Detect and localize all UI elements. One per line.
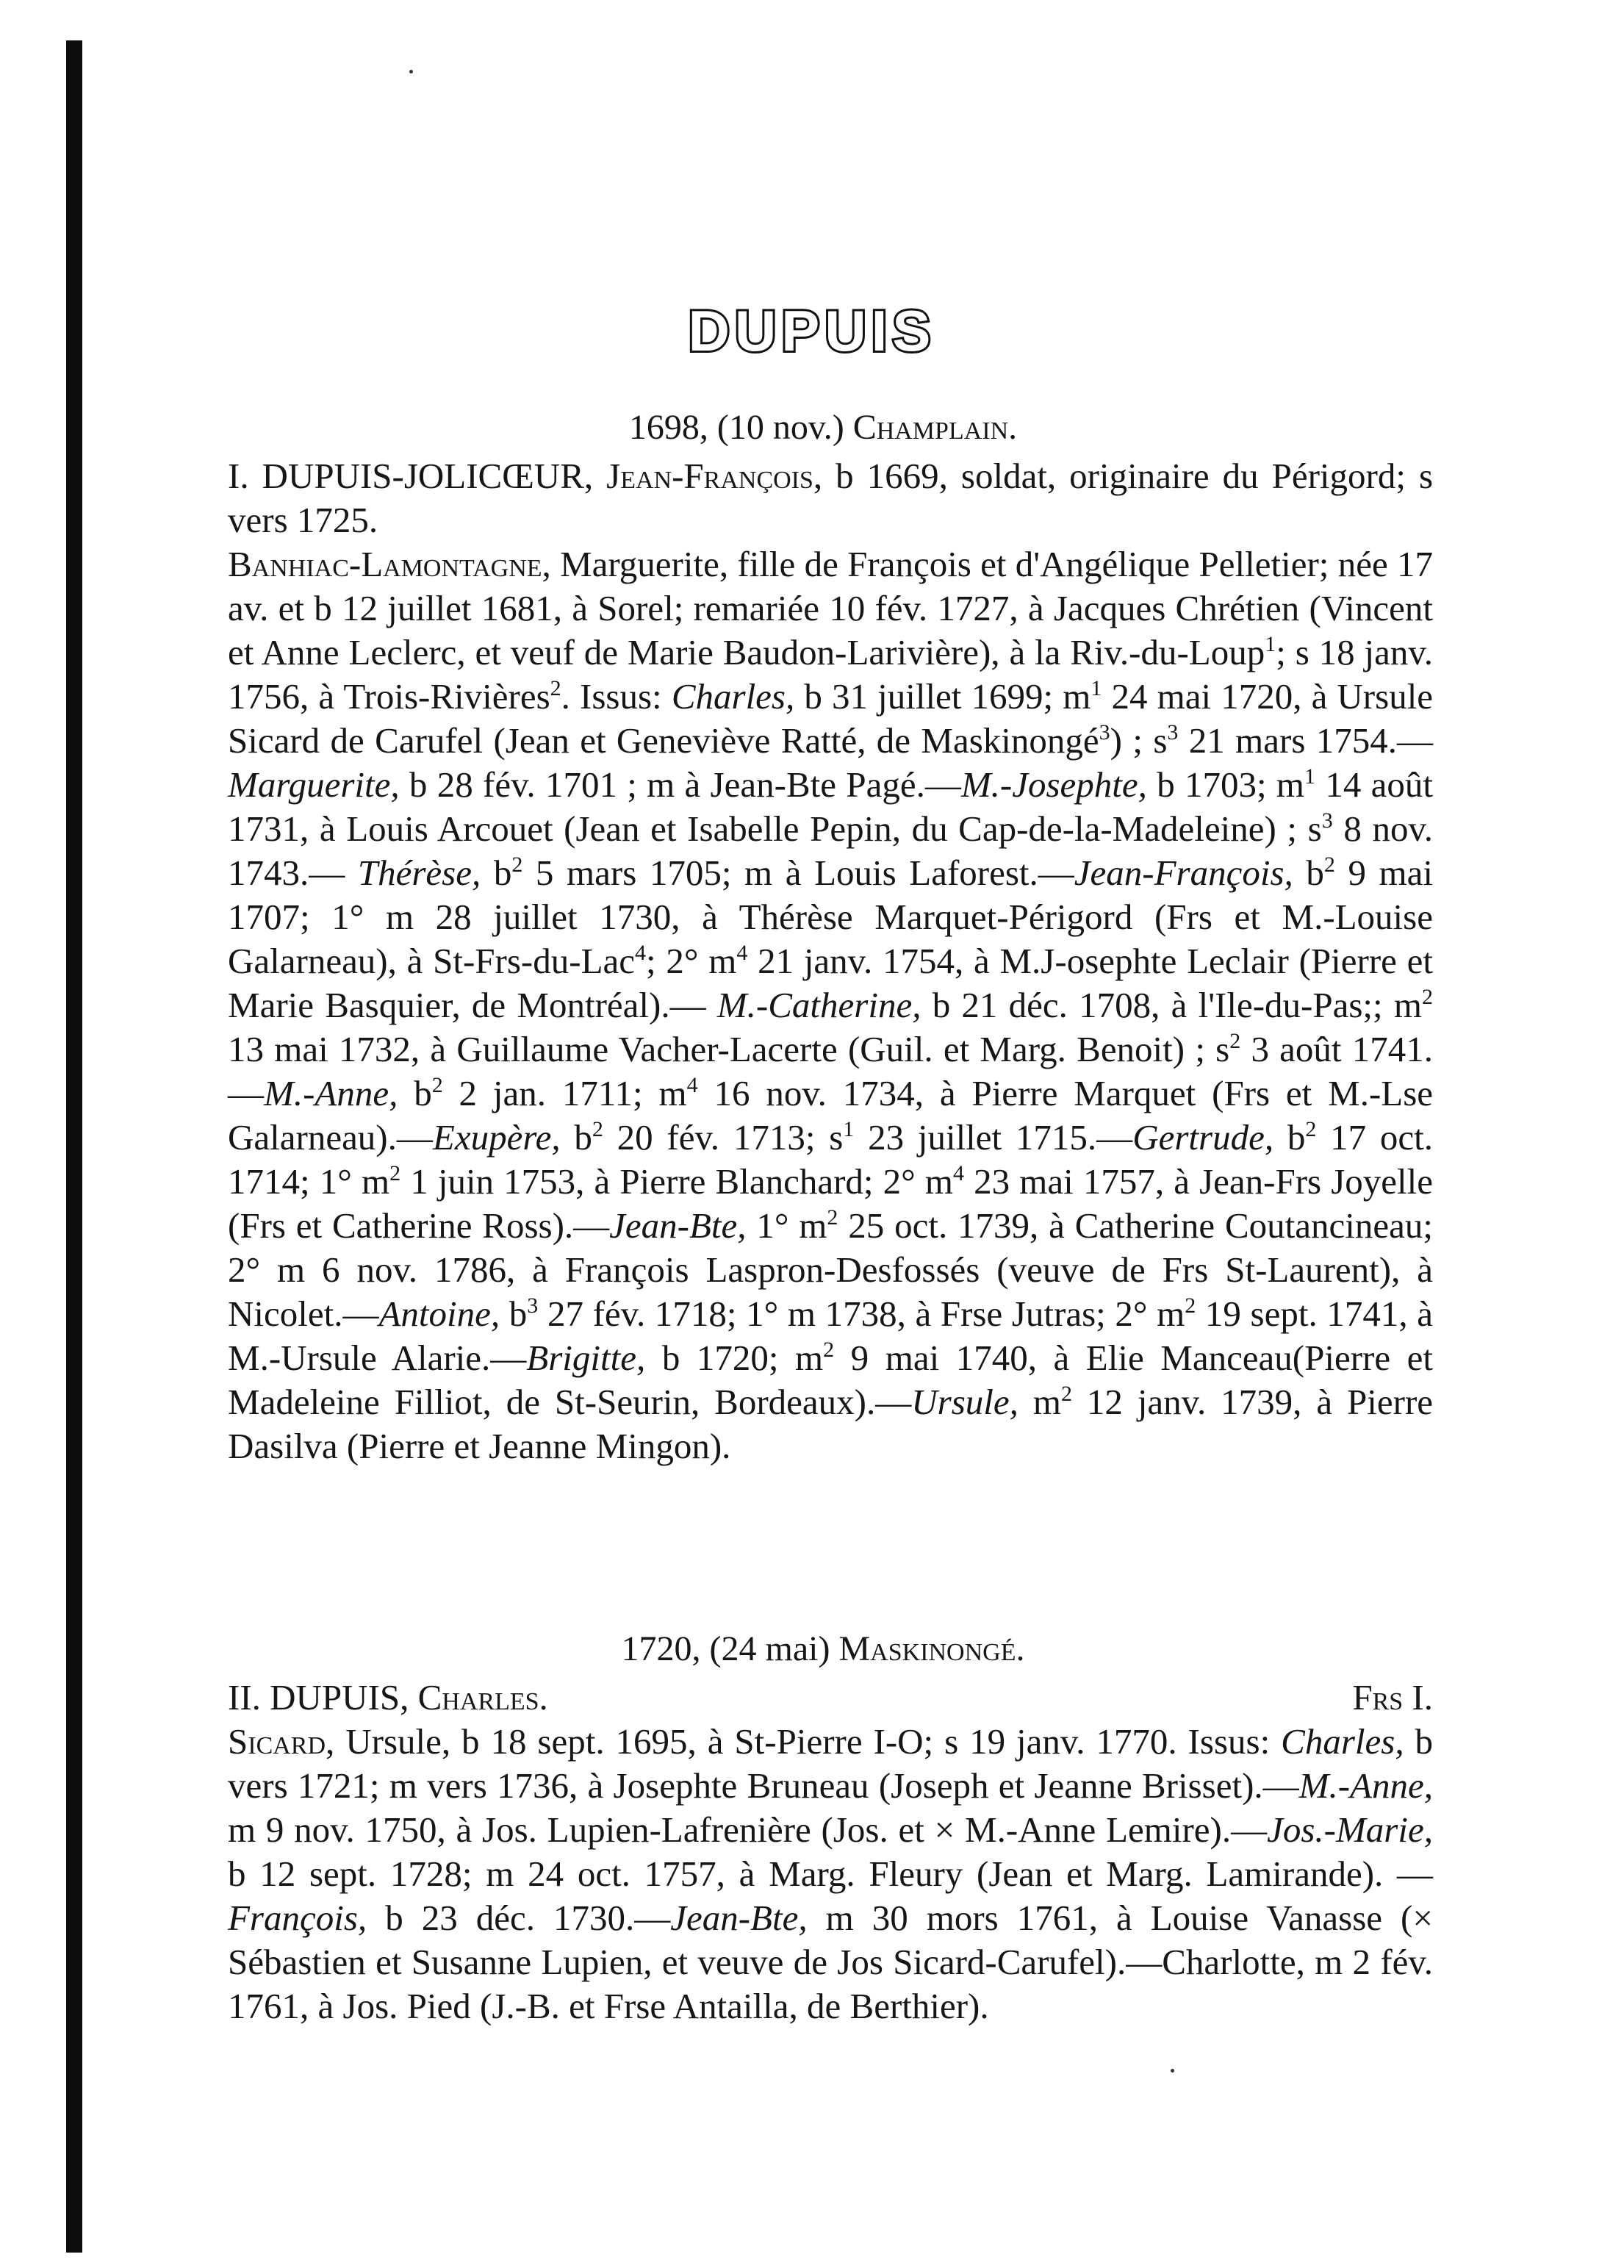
spouse-name: Sicard, <box>228 1721 335 1762</box>
child-name: Brigitte, <box>526 1338 646 1378</box>
child-name: Charles, <box>671 676 795 717</box>
spouse-name: Banhiac-Lamontagne, <box>228 544 551 584</box>
head-name: Jean-François, <box>606 456 823 496</box>
child-name: M.-Anne, <box>1298 1765 1433 1806</box>
child-name: Ursule, <box>911 1382 1018 1422</box>
entry-heading-ii <box>228 1676 1433 1720</box>
print-speck <box>1171 2069 1174 2073</box>
page-spine-shadow <box>66 40 82 2253</box>
page-title: DUPUIS <box>688 298 936 363</box>
child-name: Marguerite, <box>228 764 400 805</box>
marriage-date-line: 1698, (10 nov.) Champlain. <box>628 408 1018 447</box>
head-numeral: I. DUPUIS-JOLICŒUR, <box>228 456 594 496</box>
child-name: Jean-Bte, <box>609 1205 747 1246</box>
child-name: Jos.-Marie, <box>1267 1809 1433 1850</box>
child-name: Charles, <box>1281 1721 1404 1762</box>
child-name: Exupère, <box>432 1117 561 1158</box>
print-speck <box>409 70 413 73</box>
child-name: Jean-François, <box>1074 853 1293 893</box>
marriage-date-line: 1720, (24 mai) Maskinongé. <box>621 1629 1025 1668</box>
child-name: M.-Anne, <box>264 1073 398 1113</box>
child-name: Antoine, <box>378 1293 500 1334</box>
child-name: Thérèse, <box>357 853 481 893</box>
child-name: M.-Josephte, <box>960 764 1147 805</box>
head-name: Charles. <box>417 1677 548 1718</box>
child-name: Gertrude, <box>1132 1117 1274 1158</box>
entry-paragraph-i: I. DUPUIS-JOLICŒUR, Jean-François, b 1669, soldat, originaire du Périgord; s vers 1725. <box>228 456 1434 540</box>
family-paragraph-ii: Sicard, Ursule, b 18 sept. 1695, à St-Pierre I-O; s 19 janv. 1770. Issus: Charles, b vers 1721; m vers 1736, à Josephte Bruneau (Joseph et Jeanne Brisset).—M.-Anne, m 9 nov. 1750, à Jos. Lupien-Lafrenière (Jos. et × M.-Anne Lemire).—Jos.-Marie, b 12 sept. 1728; m 24 oct. 1757, à Marg. Fleury (Jean et Marg. Lamirande). — François, b 23 déc. 1730.—Jean-Bte, m 30 mors 1761, à Louise Vanasse (× Sébastien et Susanne Lupien, et veuve de Jos Sicard-Carufel).—Charlotte, m 2 fév. 1761, à Jos. Pied (J.-B. et Frse Antailla, de Berthier). <box>228 1721 1434 2026</box>
head-numeral: II. DUPUIS, <box>228 1677 409 1718</box>
child-name: M.-Catherine, <box>716 985 921 1025</box>
child-name: Jean-Bte, <box>670 1898 808 1938</box>
family-paragraph-i: Banhiac-Lamontagne, Marguerite, fille de François et d'Angélique Pelletier; née 17 av. et b 12 juillet 1681, à Sorel; remariée 10 fév. 1727, à Jacques Chrétien (Vincent et Anne Leclerc, et veuf de Marie Baudon-Larivière), à la Riv.-du-Loup$^1$; s 18 janv. 1756, à Trois-Rivières$^2$. Issus: Charles, b 31 juillet 1699; $m^1$ 24 mai 1720, à Ursule Sicard de Carufel (Jean et Geneviève Ratté, de Maskinongé$^3$) ; $s^3$ 21 mars 1754.—Marguerite, b 28 fév. 1701 ; m à Jean-Bte Pagé.—M.-Josephte, b 1703; $m^1$ 14 août 1731, à Louis Arcouet (Jean et Isabelle Pepin, du Cap-de-la-Madeleine) ; $s^3$ 8 nov. 1743.— Thérèse, $b^2$ 5 mars 1705; m à Louis Laforest.—Jean-François, $b^2$ 9 mai 1707; 1° m 28 juillet 1730, à Thérèse Marquet-Périgord (Frs et M.-Louise Galarneau), à St-Frs-du-Lac$^4$; 2° $m^4$ 21 janv. 1754, à M.J-osephte Leclair (Pierre et Marie Basquier, de Montréal).— M.-Catherine, b 21 déc. 1708, à l'Ile-du-Pas;; $m^2$ 13 mai 1732, à Guillaume Vacher-Lacerte (Guil. et Marg. Benoit) ; $s^2$ 3 août 1741. —M.-Anne, $b^2$ 2 jan. 1711; $m^4$ 16 nov. 1734, à Pierre Marquet (Frs et M.-Lse Galarneau).—Exupère, $b^2$ 20 fév. 1713; $s^1$ 23 juillet 1715.—Gertrude, $b^2$ 17 oct. 1714; 1° $m^2$ 1 juin 1753, à Pierre Blanchard; 2° $m^4$ 23 mai 1757, à Jean-Frs Joyelle (Frs et Catherine Ross).—Jean-Bte, 1° $m^2$ 25 oct. 1739, à Catherine Coutancineau; 2° m 6 nov. 1786, à François Laspron-Desfossés (veuve de Frs St-Laurent), à Nicolet.—Antoine, $b^3$ 27 fév. 1718; 1° m 1738, à Frse Jutras; 2° $m^2$ 19 sept. 1741, à M.-Ursule Alarie.—Brigitte, b 1720; $m^2$ 9 mai 1740, à Elie Manceau(Pierre et Madeleine Filliot, de St-Seurin, Bordeaux).—Ursule, $m^2$ 12 janv. 1739, à Pierre Dasilva (Pierre et Jeanne Mingon). <box>228 544 1434 1466</box>
parent-reference: Frs I. <box>1352 1677 1433 1718</box>
child-name: François, <box>228 1898 367 1938</box>
